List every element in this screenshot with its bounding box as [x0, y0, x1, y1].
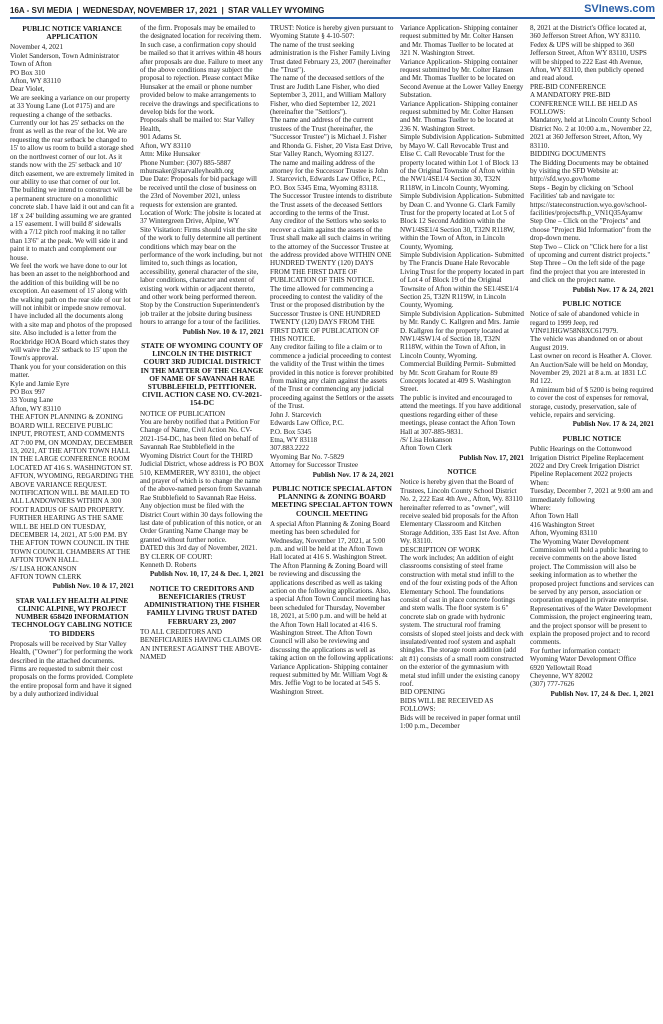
notice-title: NOTICE TO CREDITORS AND BENEFICIARIES (TRUST ADMINISTRATION) THE FISHER FAMILY LIVING TRUST DATED FEBRUARY 23, 2007 [144, 583, 260, 626]
publish-line: Publish Nov. 10, 17, 24 & Dec. 1, 2021 [149, 570, 264, 579]
publish-line: Publish Nov. 17, 24 & Dec. 1, 2021 [550, 689, 654, 698]
header-info [10, 6, 324, 15]
notice [140, 342, 264, 579]
page-label: 16A - SVI MEDIA [10, 6, 73, 15]
notice-body: Notice of sale of abandoned vehicle in regard to 1999 Jeep, red VIN#1JHGW58N8XC617979. The vehicle was abandoned on or about August 2019. Last owner on record is Heather A. Clover. An Auction/Sale will be held on Monday, November 29, 2021 at 8 a.m. at 1831 LC Rd 122. A minimum bid of $ 5200 is being required to cover the cost of expenses for removal, storage, custody, preservation, sale of vehicle, repairs and servicing. [530, 310, 654, 420]
issue-date: WEDNESDAY, NOVEMBER 17, 2021 [82, 6, 218, 15]
notice [530, 24, 654, 294]
notice-title: PUBLIC NOTICE [562, 299, 622, 308]
paper-name: STAR VALLEY WYOMING [227, 6, 325, 15]
column-4 [400, 24, 524, 1014]
publish-line: Publish Nov. 17 & 24, 2021 [312, 470, 394, 479]
notice [140, 24, 264, 336]
publish-line: Publish Nov. 17 & 24, 2021 [572, 420, 654, 429]
column-2 [140, 24, 264, 1014]
notice-title: STAR VALLEY HEALTH ALPINE CLINIC ALPINE, WY PROJECT NUMBER 658420 INFORMATION TECHNOLOGY CABLING NOTICE TO BIDDERS [11, 595, 133, 638]
publish-line: Publish Nov. 17, 2021 [459, 453, 524, 462]
publish-line: Publish Nov. 10 & 17, 2021 [52, 582, 134, 591]
notice-title: NOTICE [447, 467, 477, 477]
notice-body: TRUST: Notice is hereby given pursuant to Wyoming Statute § 4-10-507: The name of the trust seeking administration is the Fisher Family Living Trust dated February 23, 2007 (hereinafter the "Trust"). The name of the deceased settlors of the Trust are Judith Lane Fisher, who died September 3, 2011, and William Mallory Fisher, who died September 12, 2021 (hereinafter the "Settlors"). The name and address of the current trustees of the Trust (hereinafter, the "Successor Trustee") is Michael J. Fisher and Rhonda G. Fisher, 20 Vista East Drive, Star Valley Ranch, Wyoming 83127. The name and mailing address of the attorney for the Successor Trustee is John J. Starcevich, Edwards Law Office, P.C., P.O. Box 5345 Etna, Wyoming 83118. The Successor Trustee intends to distribute the Trust assets of the deceased Settlors according to the terms of the Trust. Any creditor of the Settlors who seeks to recover a claim against the assets of the Trust shall make all such claims in writing to the attorney of the Successor Trustee at the address provided above WITHIN ONE HUNDRED TWENTY (120) DAYS FROM THE FIRST DATE OF PUBLICATION OF THIS NOTICE. The time allowed for commencing a proceeding to contest the validity of the Trust or the proposed distribution by the Successor Trustee is ONE HUNDRED TWENTY (120) DAYS FROM THE FIRST DATE OF PUBLICATION OF THIS NOTICE. Any creditor failing to file a claim or to commence a judicial proceeding to contest the validity of the Trust within the times provided in this notice is forever prohibited from making any claim against the assets of the Trust or commencing any judicial proceeding against the Settlors or the assets of the Trust. John J. Starcevich Edwards Law Office, P.C. P.O. Box 5345 Etna, WY 83118 307.883.2222 Wyoming Bar No. 7-5829 Attorney for Successor Trustee [270, 24, 394, 470]
site-name: SVInews.com [584, 3, 655, 15]
notice-title: STATE OF WYOMING COUNTY OF LINCOLN IN THE DISTRICT COURT 3RD JUDICIAL DISTRICT IN THE MATTER OF THE CHANGE OF NAME OF SAVANNAH RAE STUBBLEFIELD, PETITIONER. CIVIL ACTION CASE NO. CV-2021-154-DC [140, 341, 264, 408]
column-1 [10, 24, 134, 1014]
notice-body: Proposals will be received by Star Valley Health, ("Owner") for performing the work described in the attached documents. Firms are requested to submit their cost proposals on the forms provided. Complete the entire proposal form and have it signed by a duly authorized individual [10, 639, 133, 699]
publish-line: Publish Nov. 17 & 24, 2021 [572, 285, 654, 294]
notice-body: of the firm. Proposals may be emailed to the designated location for receiving them. In such case, a confirmation copy should be mailed so that it arrives within 48 hours after proposals are due. Failure to meet any of the above conditions may subject the proposal to rejection. Please contact Mike Hunsaker at the email or phone number provided below to make arrangements to receive the drawings and specifications to develop bids for the work. Proposals shall be mailed to: Star Valley Health, 901 Adams St. Afton, WY 83110 Attn: Mike Hunsaker Phone Number: (307) 885-5887 mhunsaker@starvalleyhealth.org Due Date: Proposals for bid package will be received until the close of business on the 23rd of November 2021, unless requests for extension are granted. Location of Work: The jobsite is located at 37 Wintergreen Drive, Alpine, WY Site Visitation: Firms should visit the site of the work to fully determine all pertinent conditions which may bear on the performance of the work including, but not limited to, such things as location, accessibility, general character of the site, labor conditions, character and extent of existing work within or adjacent thereto, and other work being performed thereon. Stop by the Construction Superintendent's job trailer at the jobsite during business hours to arrange for a tour of the facilities. [140, 24, 263, 327]
notice-body: NOTICE OF PUBLICATION You are hereby notified that a Petition For Change of Name, Civil Action No. CV-2021-154-DC, has been filed on behalf of Savannah Rae Stubblefield in the Wyoming District Court for the THIRD Judicial District, whose address is PO BOX 510, KEMMERER, WY 83101, the object and prayer of which is to change the name of the above-named person from Savannah Rae Stubblefield to Savannah Rae Heiss. Any objection must be filed with the District Court within 30 days following the last date of publication of this notice, or an Order Granting Name Change may be granted without further notice. DATED this 3rd day of November, 2021. BY CLERK OF COURT: Kenneth D. Roberts [140, 409, 264, 569]
notice-body: A special Afton Planning & Zoning Board meeting has been scheduled for Wednesday, November 17, 2021, at 5:00 p.m. and will be held at the Afton Town Hall located at 416 S. Washington Street. The Afton Planning & Zoning Board will be reviewing and discussing the applications described as well as taking action on the following applications. Also, a special Afton Town Council meeting has been scheduled for Thursday, November 18, 2021, at 5:00 p.m. and will be held at the Afton Town Hall located at 416 S. Washington Street. The Afton Town Council will also be reviewing and discussing the applications as well as taking action on the following applications: Variance Application- Shipping container request submitted by Mr. William Vogt & Mrs. Jeffie Vogt to be located at 545 S. Washington Street. [270, 519, 394, 696]
column-3 [270, 24, 394, 1014]
notice-title: PUBLIC NOTICE SPECIAL AFTON PLANNING & ZONING BOARD MEETING SPECIAL AFTON TOWN COUNCIL MEETING [271, 483, 393, 518]
publish-line: Publish Nov. 10 & 17, 2021 [182, 327, 264, 336]
notice [530, 435, 654, 698]
notice-title: PUBLIC NOTICE [562, 433, 622, 443]
header-separator: | [221, 6, 224, 15]
notice [270, 24, 394, 479]
notice-body: Notice is hereby given that the Board of Trustees, Lincoln County School District No. 2, 222 East 4th Ave., Afton, Wy. 83110 hereinafter referred to as "owner", will receive sealed bid proposals for the Afton Elementary Classroom and Kitchen Storage Addition, 335 East 1st Ave. Afton Wy. 83110. DESCRIPTION OF WORK The work includes; An addition of eight classrooms consisting of steel frame construction with metal stud infill to the end of the four existing pods of the Afton Elementary School. The foundations consist of cast in place concrete footings and stem walls. The floor system is 6" concrete slab on grade with hydronic system. The structural roof framing consists of sloped steel joists and deck with insulated/vented roof system and asphalt shingles. The storage room addition (add alt #1) consists of a small room constructed on the exterior of the gymnasium with metal stud infill under the existing canopy roof. BID OPENING BIDS WILL BE RECEIVED AS FOLLOWS: Bids will be received in paper format until 1:00 p.m., December [400, 478, 524, 731]
notice-title: PUBLIC NOTICE VARIANCE APPLICATION [22, 24, 122, 42]
notice-body: November 4, 2021 Violet Sanderson, Town Administrator Town of Afton PO Box 310 Afton, WY 83110 Dear Violet, We are seeking a variance on our property at 33 Young Lane (Lot #175) and are requesting a change of the setbacks. Currently our lot has 25' setbacks on the front as well as the rear of the lot. We are requesting the rear setback be changed to 15' to allow us room to build a storage shed on the northwest corner of our lot. As it stands now with the 25' setback and 10' ditch easement, we are extremely limited in our ability to use that corner of our lot. The building we intend to construct will be a permanent structure on a monolithic concrete slab. I have laid it out and can fit a 18' x 24' building assuming we are granted a 15' easement. I will build 8' sidewalls with a 7/12 pitch roof making it no taller than 13'6" at the peak. We will side it and paint it to match and complement our house. We feel the work we have done to our lot has been an asset to the neighborhood and the addition of this building will be no exception. An easement of 15' along with the walking path on the rear side of our lot will not inhibit or impede snow removal. I have included all the documents along with a site map and photos of the proposed site. Also included is a letter from the Rockbridge HOA Board which states they will waive the 25' setback to 15' upon the Town's approval. Thank you for your consideration on this matter. Kyle and Jamie Eyre PO Box 997 33 Young Lane Afton, WY 83110 THE AFTON PLANNING & ZONING BOARD WILL RECEIVE PUBLIC INPUT, PROTEST, AND COMMENTS AT 7:00 PM, ON MONDAY, DECEMBER 13, 2021, AT THE AFTON TOWN HALL IN THE LARGE CONFERENCE ROOM LOCATED AT 416 S. WASHINGTON ST. AFTON, WYOMING, REGARDING THE ABOVE VARIANCE REQUEST. NOTIFICATION WILL BE MAILED TO ALL LANDOWNERS WITHIN A 300 FOOT RADIUS OF SAID PROPERTY. FURTHER HEARING AS THE SAME WILL BE HELD ON TUESDAY, DECEMBER 14, 2021, AT 5:00 P.M. BY THE AFTON TOWN COUNCIL IN THE TOWN COUNCIL CHAMBERS AT THE AFTON TOWN HALL. /S/ LISA HOKANSON AFTON TOWN CLERK [10, 43, 134, 581]
notice-body: 8, 2021 at the District's Office located at, 360 Jefferson Street Afton, WY 83110. Fedex & UPS will be shipped to 360 Jefferson Street, Afton WY 83110, USPS will be shipped to 222 East 4th Avenue, Afton, WY 83110, then publicly opened and read aloud. PRE-BID CONFERENCE A MANDATORY PRE-BID CONFERENCE WILL BE HELD AS FOLLOWS: Mandatory, held at Lincoln County School District No. 2 at 10:00 a.m., November 22, 2021 at 360 Jefferson Street, Afton, Wy 83110. BIDDING DOCUMENTS The Bidding Documents may be obtained by visiting the SFD Website at: http://sfd.wyo.gov/home Steps - Begin by clicking on 'School Facilities' tab and navigate to: https://stateconstruction.wyo.gov/school-facilities/projects#h.p_VN1Q35Ayamw Step One – Click on the "Projects" and choose "Project Bid Information" from the drop-down menu. Step Two – Click on "Click here for a list of upcoming and current district projects." Step Three – On the left side of the page find the project that you are interested in and click on the project name. [530, 24, 652, 285]
notice [400, 468, 524, 730]
notice [140, 585, 264, 662]
notice [530, 300, 654, 429]
notice [10, 597, 134, 699]
notice-body: Public Hearings on the Cottonwood Irrigation District Pipeline Replacement 2022 and Dry Creek Irrigation District Pipeline Replacement 2022 projects When: Tuesday, December 7, 2021 at 9:00 am and immediately following Where: Afton Town Hall 416 Washington Street Afton, Wyoming 83110 The Wyoming Water Development Commission will hold a public hearing to receive comments on the above listed project. The Commission will also be seeking information as to whether the proposed project functions and services can be served by any person, association or corporation engaged in private enterprise. Representatives of the Water Development Commission, the project engineering team, and the project sponsor will be present to explain the proposed project and to record comments. For further information contact: Wyoming Water Development Office 6920 Yellowtail Road Cheyenne, WY 82002 (307) 777-7626 [530, 445, 654, 689]
notice [400, 24, 524, 462]
page-header [10, 3, 655, 19]
notice-body: TO ALL CREDITORS AND BENEFICIARIES HAVING CLAIMS OR AN INTEREST AGAINST THE ABOVE-NAMED [140, 627, 262, 662]
notice-body: Variance Application- Shipping container request submitted by Mr. Colter Hansen and Mr. Thomas Tueller to be located at 321 N. Washington Street. Variance Application- Shipping container request submitted by Mr. Colter Hansen and Mr. Thomas Tueller to be located on Second Avenue at the Lower Valley Energy Substation. Variance Application- Shipping container request submitted by Mr. Colter Hansen and Mr. Thomas Tueller to be located at 236 N. Washington Street. Simple Subdivision Application- Submitted by Mayo W. Call Revocable Trust and Elise C. Call Revocable Trust for the property located within Lot 1 of Block 13 of the Original Townsite of Afton within the NW1/4SE1/4 Section 30, T32N R118W, in Lincoln County, Wyoming. Simple Subdivision Application- Submitted by Dean C. and Yvonne G. Clark Family Trust for the property located at Lot 5 of Block 12 Second Addition within the NW1/4SE1/4 Section 30, T32N R118W, within the Town of Afton, in Lincoln County, Wyoming. Simple Subdivision Application- Submitted by The Francis Duane Hale Revocable Living Trust for the property located in part of Lot 4 of Block 19 of the Original Townsite of Afton within the SE1/4SE1/4 Section 25, T32N R119W, in Lincoln County, Wyoming. Simple Subdivision Application- Submitted by Mr. Randy C. Kallgren and Mrs. Jamie D. Kallgren for the property located at NW1/4SW1/4 of Section 18, T32N R118W, within the Town of Afton, in Lincoln County, Wyoming. Commercial Building Permit- Submitted by Mr. Scott Graham for Route 89 Concepts located at 409 S. Washington Street. The public is invited and encouraged to attend the meetings. If you have additional questions regarding either of these meetings, please contact the Afton Town Hall at 307-885-9831. /S/ Lisa Hokanson Afton Town Clerk [400, 24, 524, 453]
notice [10, 25, 134, 591]
column-5 [530, 24, 654, 1014]
header-separator: | [76, 6, 79, 15]
notice-columns [10, 24, 655, 1014]
notice [270, 485, 394, 696]
